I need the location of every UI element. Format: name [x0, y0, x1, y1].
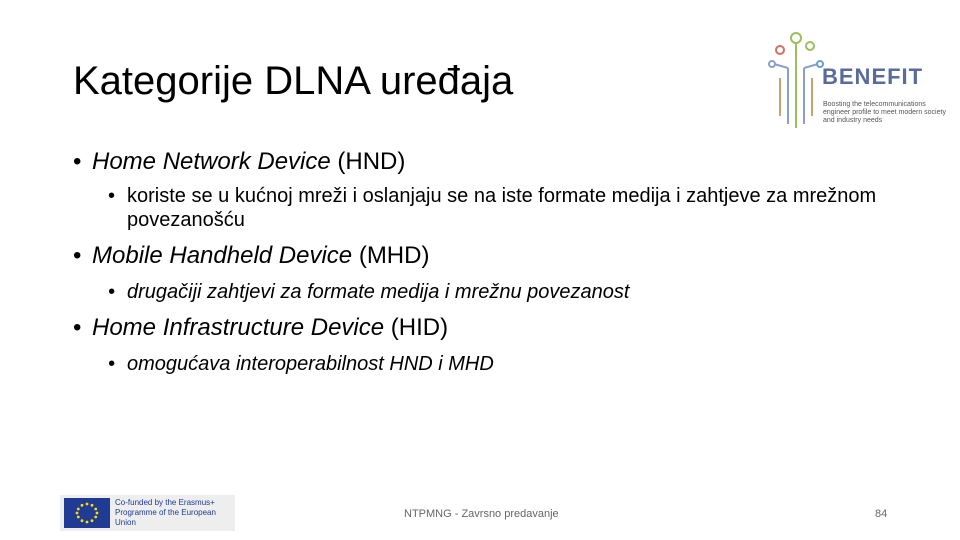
circuit-tree-icon	[766, 28, 826, 132]
eu-badge-text: Co-funded by the Erasmus+ Programme of the European Union	[115, 498, 216, 527]
benefit-logo	[766, 28, 944, 132]
bullet-hid	[73, 312, 913, 344]
bullet-hnd-description: • koriste se u kućnoj mreži i oslanjaju se na iste formate medija i zahtjeve za mrežnom povezanošću	[108, 184, 887, 232]
bullet-hid-term: Home Infrastructure Device	[92, 314, 385, 341]
bullet-hnd-term: Home Network Device	[92, 148, 331, 175]
footer-text: NTPMNG - Zavrsno predavanje	[404, 508, 559, 520]
bullet-mhd-abbr: (MHD)	[352, 242, 430, 269]
eu-cofunded-badge	[60, 495, 235, 531]
page-number: 84	[875, 508, 888, 520]
bullet-list	[73, 146, 913, 376]
eu-flag-icon	[64, 498, 110, 528]
bullet-mhd-term: Mobile Handheld Device	[92, 242, 353, 269]
logo-wordmark: BENEFIT	[822, 64, 924, 89]
slide-title: Kategorije DLNA uređaja	[73, 59, 514, 103]
bullet-mhd	[73, 240, 913, 272]
logo-tagline: Boosting the telecommunications engineer profile to meet modern society and industry needs	[823, 101, 946, 124]
bullet-hid-description: • omogućava interoperabilnost HND i MHD	[108, 352, 913, 376]
bullet-hid-abbr: (HID)	[384, 314, 449, 341]
bullet-hnd	[73, 146, 913, 178]
bullet-hnd-abbr: (HND)	[330, 148, 406, 175]
bullet-mhd-description: • drugačiji zahtjevi za formate medija i mrežnu povezanost	[108, 280, 913, 304]
